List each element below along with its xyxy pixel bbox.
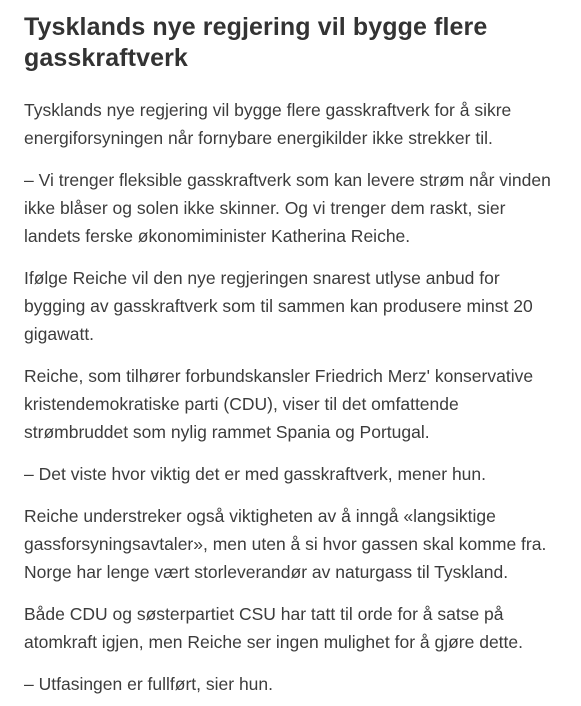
article-quote-paragraph: – Vi trenger fleksible gasskraftverk som kan levere strøm når vinden ikke blåser og solen ikke skinner. Og vi trenger dem raskt, sier landets ferske økonomiminister Katherina Reiche. [24,170,551,246]
article-lead-paragraph: Tysklands nye regjering vil bygge flere gasskraftverk for å sikre energiforsyningen når fornybare energikilder ikke strekker til. [24,100,512,148]
article-paragraph: Reiche understreker også viktigheten av å inngå «langsiktige gassforsyningsavtaler», men uten å si hvor gassen skal komme fra. Norge har lenge vært storleverandør av naturgass til Tyskland. [24,506,547,582]
article-quote-paragraph: – Utfasingen er fullført, sier hun. [24,674,273,694]
article-paragraph: Ifølge Reiche vil den nye regjeringen snarest utlyse anbud for bygging av gasskraftverk som til sammen kan produsere minst 20 gigawatt. [24,268,533,344]
article-paragraph: Reiche, som tilhører forbundskansler Friedrich Merz' konservative kristendemokratiske parti (CDU), viser til det omfattende strømbruddet som nylig rammet Spania og Portugal. [24,366,534,442]
article-headline: Tysklands nye regjering vil bygge flere gasskraftverk [24,13,488,72]
article-paragraph: Både CDU og søsterpartiet CSU har tatt til orde for å satse på atomkraft igjen, men Reiche ser ingen mulighet for å gjøre dette. [24,604,523,652]
article-quote-paragraph: – Det viste hvor viktig det er med gasskraftverk, mener hun. [24,464,486,484]
